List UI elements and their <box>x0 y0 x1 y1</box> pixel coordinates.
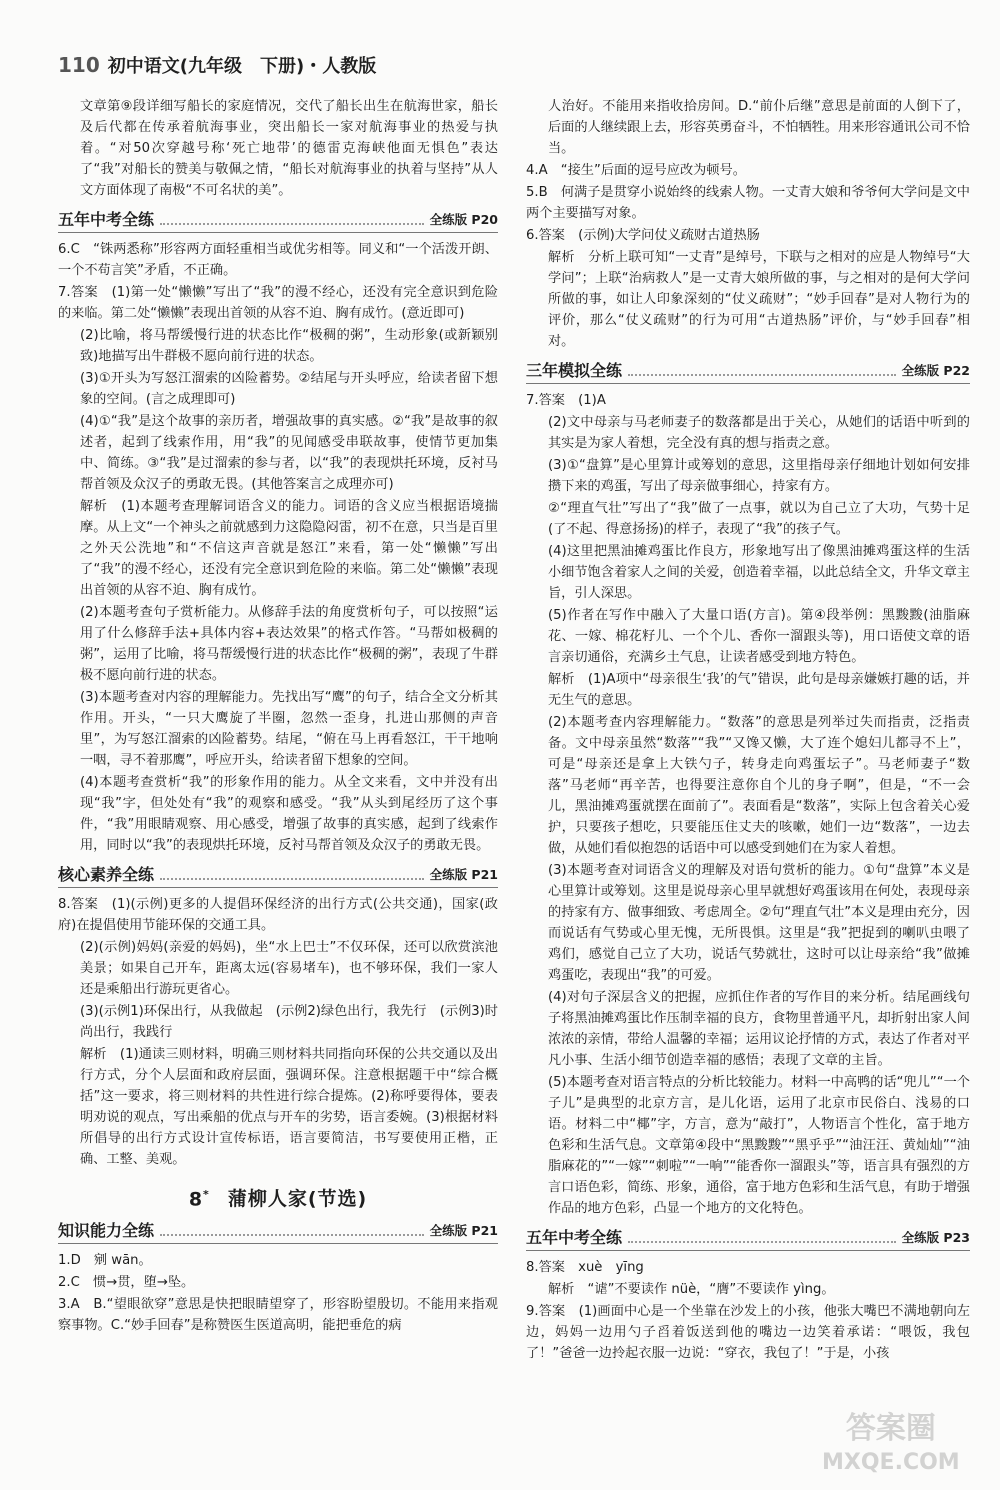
section-ref: 全练版 P23 <box>901 1230 970 1245</box>
watermark-text: 答案圈 <box>845 1411 936 1446</box>
answer-line: 2.C 惯→贯，堕→坠。 <box>58 1275 195 1291</box>
analysis-line: 解析 (1)A项中“母亲很生‘我’的气”错误，此句是母亲嫌嫉打趣的话，并无生气的意思。 <box>548 672 970 708</box>
answer-line: 8.答案 xuè yīng <box>526 1260 644 1275</box>
answer-line: (4)这里把黑油摊鸡蛋比作良方，形象地写出了像黑油摊鸡蛋这样的生活小细节饱含着家人之间的关爱，创造着幸福，以此总结全文，升华文章主旨，引人深思。 <box>548 544 970 601</box>
analysis-line: 解析 “谑”不要读作 nüè，“膺”不要读作 yìng。 <box>548 1282 835 1297</box>
answer-line: ②“理直气壮”写出了“我”做了一点事，就以为自己立了大功，气势十足(了不起、得意扬扬)的样子，表现了“我”的孩子气。 <box>548 501 970 537</box>
lesson-mark: * <box>203 1188 210 1201</box>
section-title: 三年模拟全练 <box>526 361 623 380</box>
section-header-5yr-exam <box>58 209 498 233</box>
continued-line: 人治好。不能用来指收拾房间。D.“前仆后继”意思是前面的人倒下了，后面的人继续跟上去，形容英勇奋斗，不怕牺牲。用来形容通讯公司不恰当。 <box>548 99 970 156</box>
leader-dots <box>160 1234 424 1236</box>
analysis-line: 解析 分析上联可知“一丈青”是绰号，下联与之相对的应是人物绰号“大学问”；上联“治病救人”是一丈青大娘所做的事，与之相对的是何大学问所做的事，如让人印象深刻的“仗义疏财”；“妙手回春”是对人物行为的评价，那么“仗义疏财”的行为可用“古道热肠”评价，与“妙手回春”相对。 <box>548 250 970 349</box>
section-title: 五年中考全练 <box>58 210 155 229</box>
answer-line: 6.C “铢两悉称”形容两方面轻重相当或优劣相等。同义和“一个活泼开朗、一个不苟言笑”矛盾，不正确。 <box>58 242 498 278</box>
section-ref: 全练版 P20 <box>429 212 498 227</box>
answer-line: 1.D 剜 wān。 <box>58 1253 152 1269</box>
analysis-line: (4)本题考查赏析“我”的形象作用的能力。从全文来看，文中并没有出现“我”字，但处处有“我”的观察和感受。“我”从头到尾经历了这个事件，“我”用眼睛观察、用心感受，增强了故事的真实感，起到了线索作用，同时以“我”的表现烘托环境，反衬马帮首领及众汉子的勇敢无畏。 <box>80 775 498 853</box>
section-header-3yr-mock <box>526 360 970 384</box>
answer-line: (2)文中母亲与马老师妻子的数落都是出于关心，从她们的话语中听到的其实是为家人着想，完全没有真的想与指责之意。 <box>548 415 970 451</box>
answer-line: 3.A B.“望眼欲穿”意思是快把眼睛望穿了，形容盼望殷切。不能用来指观察事物。C.“妙手回春”是称赞医生医道高明，能把垂危的病 <box>58 1297 498 1334</box>
answer-line: 8.答案 (1)(示例)更多的人提倡环保经济的出行方式(公共交通)，国家(政府)在提倡使用节能环保的交通工具。 <box>58 897 498 933</box>
section-title: 核心素养全练 <box>58 865 155 884</box>
section-ref: 全练版 P22 <box>901 363 970 378</box>
analysis-line: 解析 (1)本题考查理解词语含义的能力。词语的含义应当根据语境揣摩。从上文“一个神头之前就感到力这隐隐闷雷，初不在意，只当是百里之外天公洗地”和“不信这声音就是怒江”来看，第一处“懒懒”写出了“我”的漫不经心，还没有完全意识到危险的来临。第二处“懒懒”表现出首领的从容不迫、胸有成竹。 <box>80 499 498 598</box>
right-column <box>526 96 970 1365</box>
section-title: 知识能力全练 <box>58 1221 155 1241</box>
page-header <box>58 52 376 78</box>
lesson-number: 8 <box>188 1188 204 1211</box>
answer-line: (3)(示例1)环保出行，从我做起 (示例2)绿色出行，我先行 (示例3)时尚出行，我践行 <box>80 1004 498 1040</box>
answer-line: (2)比喻，将马帮缓慢行进的状态比作“极稠的粥”，生动形象(或新颖别致)地描写出牛群极不愿向前行进的状态。 <box>80 328 498 364</box>
analysis-line: (3)本题考查对内容的理解能力。先找出写“鹰”的句子，结合全文分析其作用。开头，“一只大鹰旋了半圈，忽然一歪身，扎进山那侧的声音里”，为写怒江溜索的凶险蓄势。结尾，“俯在马上再看怒江，干干地响一咽，寻不着那鹰”，呼应开头，给读者留下想象的空间。 <box>80 690 498 768</box>
section-ref: 全练版 P21 <box>429 1223 498 1239</box>
analysis-line: (5)本题考查对语言特点的分析比较能力。材料一中高鸭的话“兜儿”“一个子儿”是典型的北京方言，是儿化语，运用了北京市民俗白、浅易的口语。材料二中“椰”字，方言，意为“敲打”，人物语言个性化，富于地方色彩和生活气息。文章第④段中“黑黢黢”“黑乎乎”“油汪汪、黄灿灿”“油脂麻花的”“一嫁”“刺啦”“一响”“能香你一溜跟头”等，语言具有强烈的方言口语色彩，简练、形象，通俗，富于地方色彩和生活气息，有助于增强作品的地方色彩，凸显一个地方的文化特色。 <box>548 1075 970 1216</box>
answer-line: (5)作者在写作中融入了大量口语(方言)。第④段举例：黑黢黢(油脂麻花、一嫁、棉花籽儿、一个个儿、香你一溜跟头等)，用口语使文章的语言亲切通俗，充满乡土气息，让读者感受到地方特色。 <box>548 608 970 665</box>
book-title: 初中语文(九年级 下册)・人教版 <box>107 56 377 77</box>
answer-line: 5.B 何满子是贯穿小说始终的线索人物。一丈青大娘和爷爷何大学问是文中两个主要描写对象。 <box>526 185 970 221</box>
answer-line: (2)(示例)妈妈(亲爱的妈妈)，坐“水上巴士”不仅环保，还可以欣赏滨池美景；如果自己开车，距离太远(容易堵车)，也不够环保，我们一家人还是乘船出行游玩更省心。 <box>80 940 498 997</box>
analysis-line: 解析 (1)通读三则材料，明确三则材料共同指向环保的公共交通以及出行方式，分个人层面和政府层面，强调环保。注意根据题干中“综合概括”这一要求，将三则材料的共性进行综合提炼。(2)称呼要得体，要表明劝说的观点，写出乘船的优点与开车的劣势，语言委婉。(3)根据材料所倡导的出行方式设计宣传标语，语言要简洁，书写要使用正楷，正确、工整、美观。 <box>80 1047 498 1167</box>
section-title: 五年中考全练 <box>526 1228 623 1247</box>
section-header-knowledge <box>58 1220 498 1244</box>
answer-line: 7.答案 (1)A <box>526 393 606 408</box>
section-header-core-literacy <box>58 864 498 888</box>
answer-line: (3)①开头为写怒江溜索的凶险蓄势。②结尾与开头呼应，给读者留下想象的空间。(言之成理即可) <box>80 371 498 407</box>
watermark-url: MXQE.COM <box>822 1450 960 1475</box>
site-watermark <box>822 1412 960 1480</box>
answer-line: 6.答案 (示例)大学问仗义疏财古道热肠 <box>526 228 760 243</box>
analysis-line: (2)本题考查句子赏析能力。从修辞手法的角度赏析句子，可以按照“运用了什么修辞手法+具体内容+表达效果”的格式作答。“马帮如极稠的粥”，运用了比喻，将马帮缓慢行进的状态比作“极稠的粥”，表现了牛群极不愿向前行进的状态。 <box>80 605 498 683</box>
page-number: 110 <box>58 53 100 77</box>
analysis-line: (2)本题考查内容理解能力。“数落”的意思是列举过失而指责，泛指责备。文中母亲虽然“数落”“我”“又馋又懒，大了连个媳妇儿都寻不上”，可是“母亲还是拿上大铁勺子，转身走向鸡蛋坛子”。马老师妻子“数落”马老师“再辛苦，也得要注意你自个儿的身子啊”，但是，“不一会儿，黑油摊鸡蛋就摆在面前了”。表面看是“数落”，实际上包含着关心爱护，只要孩子想吃，只要能压住丈夫的咳嗽，她们一边“数落”，一边去做，从她们看似抱怨的话语中可以感受到她们在为家人着想。 <box>548 715 970 856</box>
lesson-title <box>58 1184 498 1210</box>
answer-line: (4)①“我”是这个故事的亲历者，增强故事的真实感。②“我”是故事的叙述者，起到了线索作用，用“我”的见闻感受串联故事，使情节更加集中、简练。③“我”是过溜索的参与者，以“我”的表现烘托环境，反衬马帮首领及众汉子的勇敢无畏。(其他答案言之成理亦可) <box>80 414 498 492</box>
leader-dots <box>160 223 424 225</box>
answer-line: 9.答案 (1)画面中心是一个坐靠在沙发上的小孩，他张大嘴巴不满地朝向左边，妈妈一边用勺子舀着饭送到他的嘴边一边笑着承诺：“喂饭，我包了！”爸爸一边拎起衣服一边说：“穿衣，我包了！”于是，小孩 <box>526 1304 970 1361</box>
left-column <box>58 96 498 1337</box>
leader-dots <box>628 374 896 376</box>
section-header-5yr-exam-2 <box>526 1227 970 1251</box>
intro-paragraph: 文章第⑨段详细写船长的家庭情况，交代了船长出生在航海世家，船长及后代都在传承着航海事业，突出船长一家对航海事业的热爱与执着。“对50次穿越号称‘死亡地带’的德雷克海峡他面无惧色”表达了“我”对船长的赞美与敬佩之情，“船长对航海事业的执着与坚持”从人文方面体现了南极“不可名状的美”。 <box>80 99 498 198</box>
analysis-line: (4)对句子深层含义的把握，应抓住作者的写作目的来分析。结尾画线句子将黑油摊鸡蛋比作压制幸福的良方，食物里普通平凡，却折射出家人间浓浓的亲情，带给人温馨的幸福；运用议论抒情的方式，表达了作者对平凡小事、生活小细节创造幸福的感悟；表现了文章的主旨。 <box>548 990 970 1068</box>
lesson-name: 蒲柳人家(节选) <box>227 1188 368 1211</box>
analysis-line: (3)本题考查对词语含义的理解及对语句赏析的能力。①句“盘算”本义是心里算计或筹划。这里是说母亲心里早就想好鸡蛋该用在何处，表现母亲的持家有方、做事细致、考虑周全。②句“理直气壮”本义是理由充分，因而说话有气势或心里无愧，无所畏惧。这里是“我”把捉到的喇叭虫喂了鸡们，感觉自己立了大功，说话气势就壮，这时可以让母亲给“我”做摊鸡蛋吃，表现出“我”的可爱。 <box>548 863 970 983</box>
leader-dots <box>628 1241 896 1243</box>
section-ref: 全练版 P21 <box>429 867 498 882</box>
answer-line: 4.A “接生”后面的逗号应改为顿号。 <box>526 163 746 178</box>
answer-line: (3)①“盘算”是心里算计或筹划的意思，这里指母亲仔细地计划如何安排攒下来的鸡蛋，写出了母亲做事细心，持家有方。 <box>548 458 970 494</box>
leader-dots <box>160 878 424 880</box>
answer-line: 7.答案 (1)第一处“懒懒”写出了“我”的漫不经心，还没有完全意识到危险的来临。第二处“懒懒”表现出首领的从容不迫、胸有成竹。(意近即可) <box>58 285 498 321</box>
